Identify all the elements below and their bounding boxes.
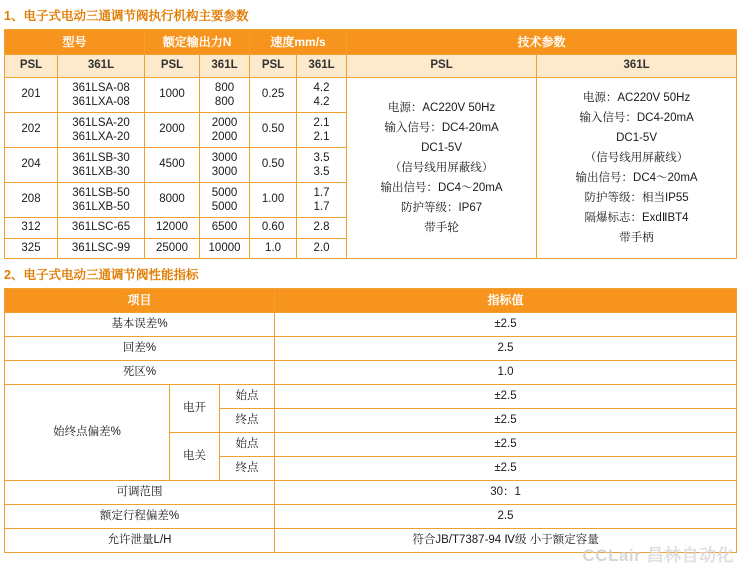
cell-psl-speed: 0.25 (250, 78, 297, 113)
cell-361l-model: 361LSC-99 (58, 238, 145, 259)
header-model: 型号 (5, 30, 145, 55)
table-row (5, 505, 737, 529)
table-row (5, 481, 737, 505)
deviation-point: 终点 (220, 409, 275, 433)
deviation-group-close: 电关 (170, 433, 220, 481)
cell-psl-model: 201 (5, 78, 58, 113)
deviation-value: ±2.5 (275, 409, 737, 433)
section-2-title: 2、电子式电动三通调节阀性能指标 (4, 268, 199, 283)
cell-psl-speed: 0.50 (250, 113, 297, 148)
deviation-point: 始点 (220, 433, 275, 457)
cell-psl-model: 312 (5, 218, 58, 239)
cell-psl-output: 25000 (145, 238, 200, 259)
cell-psl-output: 8000 (145, 183, 200, 218)
table-row (5, 78, 737, 113)
row-label: 额定行程偏差% (5, 505, 275, 529)
row-value: 符合JB/T7387-94 Ⅳ级 小于额定容量 (275, 529, 737, 553)
subheader-psl-output: PSL (145, 55, 200, 78)
cell-361l-output: 3000 3000 (200, 148, 250, 183)
cell-361l-output: 800 800 (200, 78, 250, 113)
table-header-row (5, 30, 737, 55)
cell-361l-speed: 1.7 1.7 (297, 183, 347, 218)
subheader-361l-model: 361L (58, 55, 145, 78)
header-item: 项目 (5, 289, 275, 313)
table-row (5, 361, 737, 385)
watermark (583, 541, 734, 566)
row-label: 允许泄量L/H (5, 529, 275, 553)
cell-361l-speed: 3.5 3.5 (297, 148, 347, 183)
cell-361l-output: 5000 5000 (200, 183, 250, 218)
cell-361l-model: 361LSC-65 (58, 218, 145, 239)
cell-psl-output: 1000 (145, 78, 200, 113)
row-value: 30：1 (275, 481, 737, 505)
row-value: ±2.5 (275, 313, 737, 337)
subheader-psl-speed: PSL (250, 55, 297, 78)
cell-psl-model: 204 (5, 148, 58, 183)
row-label: 死区% (5, 361, 275, 385)
table-row (5, 337, 737, 361)
table-row (5, 385, 737, 409)
deviation-point: 始点 (220, 385, 275, 409)
cell-361l-model: 361LSB-30 361LXB-30 (58, 148, 145, 183)
cell-361l-speed: 4.2 4.2 (297, 78, 347, 113)
cell-361l-speed: 2.1 2.1 (297, 113, 347, 148)
cell-361l-output: 2000 2000 (200, 113, 250, 148)
row-value: 1.0 (275, 361, 737, 385)
cell-361l-output: 6500 (200, 218, 250, 239)
cell-tech-psl: 电源：AC220V 50Hz 输入信号：DC4-20mA DC1-5V （信号线用屏蔽线） 输出信号：DC4～20mA 防护等级：IP67 带手轮 (347, 78, 537, 259)
subheader-psl-tech: PSL (347, 55, 537, 78)
cell-psl-model: 325 (5, 238, 58, 259)
cell-psl-speed: 1.00 (250, 183, 297, 218)
row-label: 可调范围 (5, 481, 275, 505)
watermark-en: CCLair (582, 546, 642, 565)
actuator-parameters-table (4, 29, 737, 259)
cell-psl-speed: 1.0 (250, 238, 297, 259)
cell-psl-output: 4500 (145, 148, 200, 183)
subheader-361l-tech: 361L (537, 55, 737, 78)
cell-psl-model: 208 (5, 183, 58, 218)
deviation-point: 终点 (220, 457, 275, 481)
cell-361l-model: 361LSB-50 361LXB-50 (58, 183, 145, 218)
cell-361l-speed: 2.8 (297, 218, 347, 239)
section-1-title: 1、电子式电动三通调节阀执行机构主要参数 (4, 9, 249, 23)
watermark-cn: 昌林自动化 (646, 546, 734, 565)
deviation-label: 始终点偏差% (5, 385, 170, 481)
subheader-psl-model: PSL (5, 55, 58, 78)
cell-361l-model: 361LSA-08 361LXA-08 (58, 78, 145, 113)
subheader-361l-output: 361L (200, 55, 250, 78)
cell-361l-speed: 2.0 (297, 238, 347, 259)
deviation-value: ±2.5 (275, 433, 737, 457)
cell-361l-output: 10000 (200, 238, 250, 259)
cell-tech-361l: 电源：AC220V 50Hz 输入信号：DC4-20mA DC1-5V （信号线用屏蔽线） 输出信号：DC4～20mA 防护等级：相当IP55 隔爆标志：ExdⅡBT4 带手柄 (537, 78, 737, 259)
row-value: 2.5 (275, 505, 737, 529)
table-row (5, 313, 737, 337)
row-label: 基本误差% (5, 313, 275, 337)
performance-indicators-table (4, 288, 737, 553)
header-value: 指标值 (275, 289, 737, 313)
row-label: 回差% (5, 337, 275, 361)
subheader-361l-speed: 361L (297, 55, 347, 78)
header-output: 额定输出力N (145, 30, 250, 55)
cell-psl-output: 12000 (145, 218, 200, 239)
table-subheader-row (5, 55, 737, 78)
cell-psl-output: 2000 (145, 113, 200, 148)
header-speed: 速度mm/s (250, 30, 347, 55)
table-header-row (5, 289, 737, 313)
deviation-group-open: 电开 (170, 385, 220, 433)
deviation-value: ±2.5 (275, 457, 737, 481)
cell-psl-model: 202 (5, 113, 58, 148)
cell-psl-speed: 0.50 (250, 148, 297, 183)
row-value: 2.5 (275, 337, 737, 361)
cell-psl-speed: 0.60 (250, 218, 297, 239)
header-tech: 技术参数 (347, 30, 737, 55)
deviation-value: ±2.5 (275, 385, 737, 409)
cell-361l-model: 361LSA-20 361LXA-20 (58, 113, 145, 148)
